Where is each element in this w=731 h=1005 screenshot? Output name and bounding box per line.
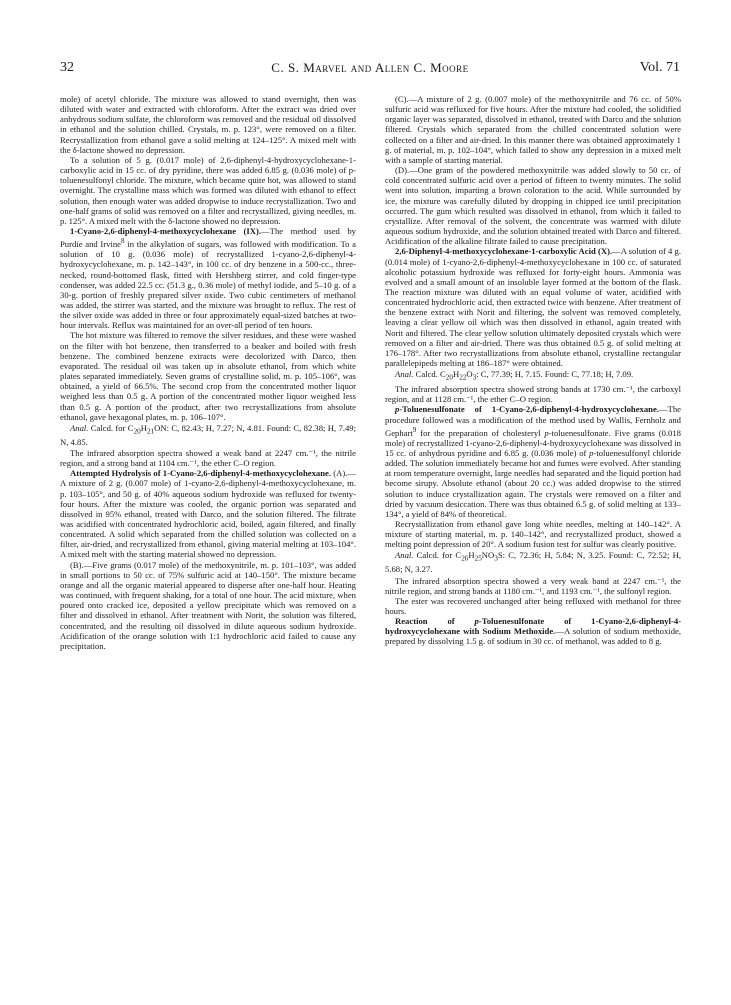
paragraph: p-Toluenesulfonate of 1-Cyano-2,6-diphenyl-4-hydroxycyclohexane.—The procedure followed was a modification of the method used by Wallis, Fernholz and Gephart$^9$ for the preparation of cholesteryl p-toluenesulfonate. Five grams (0.018 mole) of recrystallized 1-cyano-2,6-diphenyl-4-hydroxycyclohexane was dissolved in 15 cc. of anhydrous pyridine and 6.85 g. (0.036 mole) of p-toluenesulfonyl chloride added. The solution immediately became hot and fumes were evolved. After standing at room temperature overnight, large needles had separated and the liquid portion had become sirupy. Absolute ethanol (about 20 cc.) was added dropwise to the stirred solution to induce crystallization again. The crystals were removed on a filter and dried by vacuum desiccation. There was thus obtained 6.5 g. of solid melting at 133–134°, a yield of 84% of theoretical. xyxy=(385,404,681,519)
paragraph: To a solution of 5 g. (0.017 mole) of 2,6-diphenyl-4-hydroxycyclohexane-1-carboxylic acid in 15 cc. of dry pyridine, there was added 6.85 g. (0.036 mole) of p-toluenesulfonyl chloride. The mixture, which became quite hot, was allowed to stand overnight. The crystalline mass which was formed was diluted with ethanol to effect solution, then enough water was added dropwise to induce recrystallization. Two and one-half grams of solid was removed on a filter and recrystallized, giving needles, m. p. 125°. A mixed melt with the δ-lactone showed no depression. xyxy=(60,154,356,226)
paragraph: The infrared absorption spectra showed strong bands at 1730 cm.⁻¹, the carboxyl region, and at 1128 cm.⁻¹, the ether C–O region. xyxy=(385,384,681,405)
left-column xyxy=(60,94,356,651)
paragraph: (C).—A mixture of 2 g. (0.007 mole) of the methoxynitrile and 76 cc. of 50% sulfuric acid was refluxed for five hours. After the mixture had cooled, the solidified organic layer was separated, dissolved in ethanol, treated with Darco and the solution filtered. Crystals which separated from the chilled concentrated solution were collected on a filter and air-dried. In this manner there was obtained approximately 1 g. of material, m. p. 102–104°, which failed to show any depression in a mixed melt with a sample of starting material. xyxy=(385,94,681,165)
paragraph: Anal. Calcd. for $C_{20}H_{21}ON$: C, 82.43; H, 7.27; N, 4.81. Found: C, 82.38; H, 7.49; N, 4.85. xyxy=(60,422,356,447)
paragraph: The infrared absorption spectra showed a very weak band at 2247 cm.⁻¹, the nitrile region, and strong bands at 1180 cm.⁻¹, and 1193 cm.⁻¹, the sulfonyl region. xyxy=(385,575,681,596)
paragraph: The hot mixture was filtered to remove the silver residues, and these were washed on the filter with hot benzene, then transferred to a beaker and boiled with fresh benzene. The combined benzene extracts were decolorized with Darco, then evaporated. The residual oil was taken up in absolute ethanol, from which white plates separated immediately. Seven grams of crystalline solid, m. p. 105–106°, was obtained, a yield of 66.5%. The second crop from the concentrated mother liquor weighed less than 0.5 g. A portion of the concentrated mother liquor weighed less than 0.5 g. A portion of the product, after two recrystallizations from absolute ethanol, gave hexagonal plates, m. p. 106–107°. xyxy=(60,330,356,422)
paragraph: The ester was recovered unchanged after being refluxed with methanol for three hours. xyxy=(385,595,681,616)
paragraph: (B).—Five grams (0.017 mole) of the methoxynitrile, m. p. 101–103°, was added in small portions to 50 cc. of 75% sulfuric acid at 140–150°. The mixture became orange and all the organic material appeared to disperse after one-half hour. Heating was continued, with frequent shaking, for a total of one hour. The acid mixture, when poured onto cracked ice, deposited a yellow precipitate which was removed on a filter and dissolved in ethanol. After treatment with Norit, the solution was filtered, concentrated, and the resulting oil dissolved in dilute aqueous sodium hydroxide. Acidification of the orange solution with 1:1 hydrochloric acid failed to cause any precipitation. xyxy=(60,559,356,651)
right-column xyxy=(385,94,681,647)
paragraph: Recrystallization from ethanol gave long white needles, melting at 140–142°. A mixture of starting material, m. p. 140–142°, and recrystallized product, showed a melting point depression of 20°. A sodium fusion test for sulfur was clearly positive. xyxy=(385,519,681,550)
paragraph: The infrared absorption spectra showed a weak band at 2247 cm.⁻¹, the nitrile region, and a strong band at 1104 cm.⁻¹, the ether C–O region. xyxy=(60,447,356,469)
paragraph: Anal. Calcd. for $C_{26}H_{25}NO_3S$: C, 72.36; H, 5.84; N, 3.25. Found: C, 72.52; H, 5.68; N, 3.27. xyxy=(385,550,681,575)
paragraph: Anal. Calcd. $C_{20}H_{22}O_3$: C, 77.39; H, 7.15. Found: C, 77.18; H, 7.09. xyxy=(395,369,634,382)
paragraph: Attempted Hydrolysis of 1-Cyano-2,6-diphenyl-4-methoxycyclohexane. (A).—A mixture of 2 g. (0.007 mole) of 1-cyano-2,6-diphenyl-4-methoxycyclohexane, m. p. 103–105°, and 50 g. of 40% aqueous sodium hydroxide was refluxed for twenty-four hours. After the mixture was cooled, the organic portion was separated and dissolved in 95% ethanol, treated with Darco, and the solution filtered. The filtrate was acidified with concentrated hydrochloric acid, boiled, again filtered, and finally concentrated. A solid which separated from the chilled solution was collected on a filter, air-dried, and recrystallized from ethanol, giving material melting at 103–104°. A mixed melt with the starting material showed no depression. xyxy=(60,468,356,560)
paragraph: (D).—One gram of the powdered methoxynitrile was added slowly to 50 cc. of cold concentrated sulfuric acid over a period of fifteen to twenty minutes. The solid went into solution, imparting a brown coloration to the acid. While surrounded by ice, the mixture was carefully diluted by dropping in chipped ice until precipitation occurred. The gum which resulted was dissolved in ethanol, from which it failed to crystallize. After removal of the solvent, the concentrate was warmed with dilute aqueous sodium hydroxide, and the solution obtained treated with Darco and filtered. Acidification of the alkaline filtrate failed to cause precipitation. xyxy=(385,165,681,247)
running-title: C. S. Marvel and Allen C. Moore xyxy=(271,60,469,75)
page-header xyxy=(60,60,680,78)
paragraph: 2,6-Diphenyl-4-methoxycyclohexane-1-carboxylic Acid (X).—A solution of 4 g. (0.014 mole) of 1-cyano-2,6-diphenyl-4-methoxycyclohexane in 100 cc. of saturated alcoholic potassium hydroxide was refluxed for forty-eight hours. Ammonia was evolved and a small amount of an insoluble layer formed at the bottom of the flask. The reaction mixture was diluted with an equal volume of water, acidified with concentrated hydrochloric acid, then extracted twice with benzene. After treatment of the benzene extract with Norit and filtering, the solvent was removed completely, leaving a clear yellow oil which was then dissolved in ethanol, again treated with Norit and filtered. The clear yellow solution ultimately deposited crystals which were removed on a filter and air-dried. There was thus obtained 0.5 g. of solid melting at 176–178°. After two recrystallizations from absolute ethanol, crystalline rectangular parallelepipeds melting at 186–187° were obtained. xyxy=(385,246,682,369)
paragraph: mole) of acetyl chloride. The mixture was allowed to stand overnight, then was diluted with water and extracted with chloroform. After the extract was dried over anhydrous sodium sulfate, the chloroform was removed and the residual oil dissolved in ethanol and the solution chilled. Crystals, m. p. 123°, were removed on a filter. Recrystallization from ethanol gave a solid melting at 124–125°. A mixed melt with the δ-lactone showed no depression. xyxy=(60,94,356,155)
paragraph: Reaction of p-Toluenesulfonate of 1-Cyano-2,6-diphenyl-4-hydroxycyclohexane with Sodium Methoxide.—A solution of sodium methoxide, prepared by dissolving 1.5 g. of sodium in 30 cc. of methanol, was added to 8 g. xyxy=(385,616,682,647)
page-number: 32 xyxy=(60,60,74,75)
paragraph: 1-Cyano-2,6-diphenyl-4-methoxycyclohexane (IX).—The method used by Purdie and Irvine$^8$ in the alkylation of sugars, was followed with modification. To a solution of 10 g. (0.036 mole) of recrystallized 1-cyano-2,6-diphenyl-4-hydroxycyclohexane, m. p. 142–143°, in 100 cc. of dry benzene in a 500-cc., three-necked, round-bottomed flask, fitted with Hershberg stirrer, and cold finger-type condenser, was added 22.5 cc. (51.3 g., 0.36 mole) of methyl iodide, and 5–10 g. of a 30-g. portion of freshly prepared silver oxide. Two cubic centimeters of methanol was added, the stirrer was started, and the mixture was brought to reflux. The rest of the silver oxide was added in three or four approximately equal-sized batches at two-hour intervals. Reflux was maintained for an over-all period of ten hours. xyxy=(60,226,356,331)
volume-label: Vol. 71 xyxy=(639,60,680,75)
